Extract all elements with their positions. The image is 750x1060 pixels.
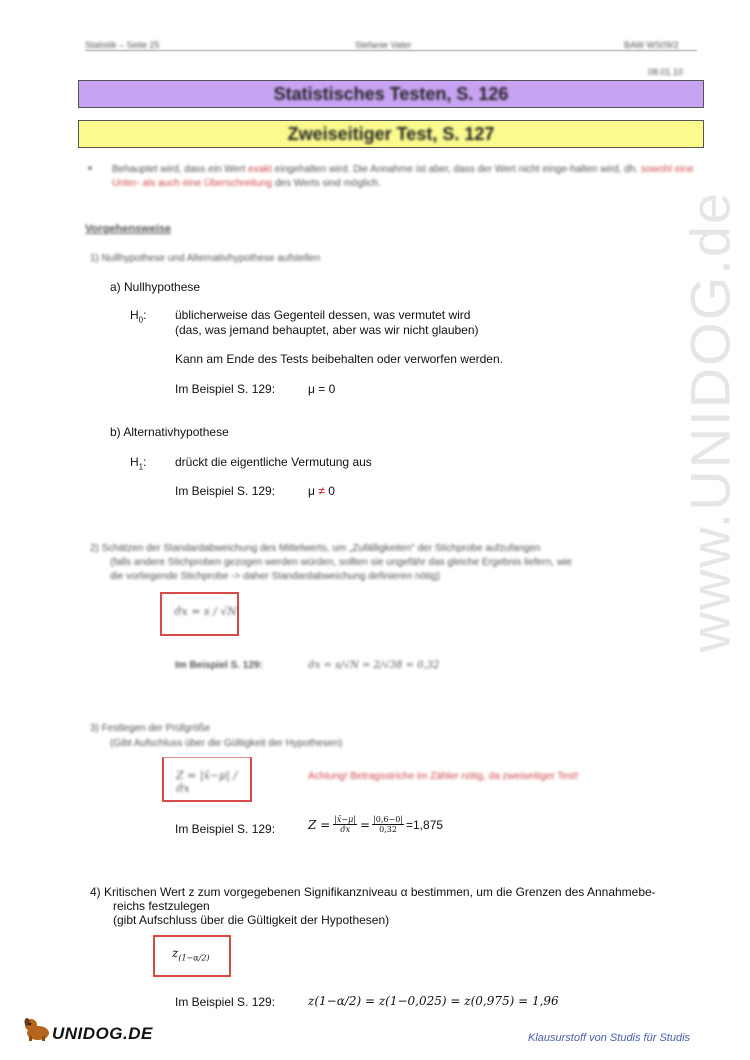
step4-example-value: z(1−α/2) = z(1−0,025) = z(0,975) = 1,96 xyxy=(308,994,559,1008)
header-right: BAW WS09/2 xyxy=(624,40,679,50)
dog-logo-icon xyxy=(22,1016,52,1042)
main-title-banner xyxy=(78,80,704,108)
step3-formula: Z = |x̄−μ| / σ̂x xyxy=(176,769,238,795)
header-divider xyxy=(85,50,697,51)
header-center: Stefanie Vater xyxy=(355,40,412,50)
step2-formula: σ̂x = s / √N xyxy=(174,605,237,618)
step4-line1: 4) Kritischen Wert z zum vorgegebenen Signifikanzniveau α bestimmen, um die Grenzen des Annahmebe- xyxy=(90,885,656,899)
h0-line3: Kann am Ende des Tests beibehalten oder verworfen werden. xyxy=(175,352,503,366)
subtitle: Zweiseitiger Test, S. 127 xyxy=(287,124,495,144)
step3-line2: (Gibt Aufschluss über die Gültigkeit der Hypothesen) xyxy=(110,738,343,749)
step4-line2: reichs festzulegen xyxy=(113,899,210,913)
section-title: Vorgehensweise xyxy=(85,223,171,235)
site-logo: UNIDOG.DE xyxy=(52,1024,153,1043)
watermark: www.UNIDOG.de xyxy=(678,190,742,653)
step4-line3: (gibt Aufschluss über die Gültigkeit der Hypothesen) xyxy=(113,913,390,927)
header-date: 08.01.10 xyxy=(648,67,684,77)
step1-b-label: b) Alternativhypothese xyxy=(110,425,229,439)
step4-example-label: Im Beispiel S. 129: xyxy=(175,995,276,1009)
main-title: Statistisches Testen, S. 126 xyxy=(273,84,509,104)
step3-example-label: Im Beispiel S. 129: xyxy=(175,822,276,836)
h1-label: $H_1$: xyxy=(130,455,147,472)
subtitle-banner xyxy=(78,120,704,148)
step3-warning: Achtung! Betragsstriche im Zähler nötig, da zweiseitiger Test! xyxy=(308,771,579,782)
h0-line1: üblicherweise das Gegenteil dessen, was vermutet wird xyxy=(175,308,471,322)
step1-a-label: a) Nullhypothese xyxy=(110,280,201,294)
step3-formula-box xyxy=(162,757,252,802)
step2-line2: (falls andere Stichproben gezogen werden würden, sollten sie ungefähr das gleiche Ergebnis liefern, wie xyxy=(110,557,572,568)
step3-example-formula: Z = $\frac{|x̄-\mu|}{\sigmâx}$ = $\frac{|0,6-0|}{0,32}$ =1,875 xyxy=(308,815,444,834)
header-left: Statistik – Seite 25 xyxy=(85,40,160,50)
step2-example-value: σ̂x = s/√N = 2/√38 = 0,32 xyxy=(308,660,440,671)
footer-slogan: Klausurstoff von Studis für Studis xyxy=(528,1032,691,1044)
h1-example-value: μ ≠ 0 xyxy=(308,484,335,498)
step2-formula-box xyxy=(160,592,239,636)
h0-example-value: μ = 0 xyxy=(308,382,336,396)
step2-line3: die vorliegende Stichprobe -> daher Standardabweichung definieren nötig) xyxy=(110,571,440,582)
h1-line1: drückt die eigentliche Vermutung aus xyxy=(175,455,372,469)
step2-line1: 2) Schätzen der Standardabweichung des Mittelwerts, um „Zufälligkeiten" der Stichprobe aufzufangen xyxy=(90,543,541,554)
bullet-icon: ■ xyxy=(88,166,92,172)
step3-line1: 3) Festlegen der Prüfgröße xyxy=(90,723,211,734)
h0-line2: (das, was jemand behauptet, aber was wir nicht glauben) xyxy=(175,323,479,337)
step4-formula: $z_{(1-\alpha/2)}$ xyxy=(172,946,210,963)
h1-example-label: Im Beispiel S. 129: xyxy=(175,484,276,498)
h0-example-label: Im Beispiel S. 129: xyxy=(175,382,276,396)
intro-paragraph: Behauptet wird, dass ein Wert exakt eingehalten wird. Die Annahme ist aber, dass der Wert nicht einge-halten wird, dh. sowohl eine Unter- als auch eine Überschreitung des Werts sind möglich. xyxy=(112,164,694,189)
step2-example-label: Im Beispiel S. 129: xyxy=(175,660,263,671)
step1-title: 1) Nullhypothese und Alternativhypothese aufstellen xyxy=(90,253,321,264)
step4-formula-box xyxy=(153,935,231,977)
h0-label: $H_0$: xyxy=(130,308,147,325)
